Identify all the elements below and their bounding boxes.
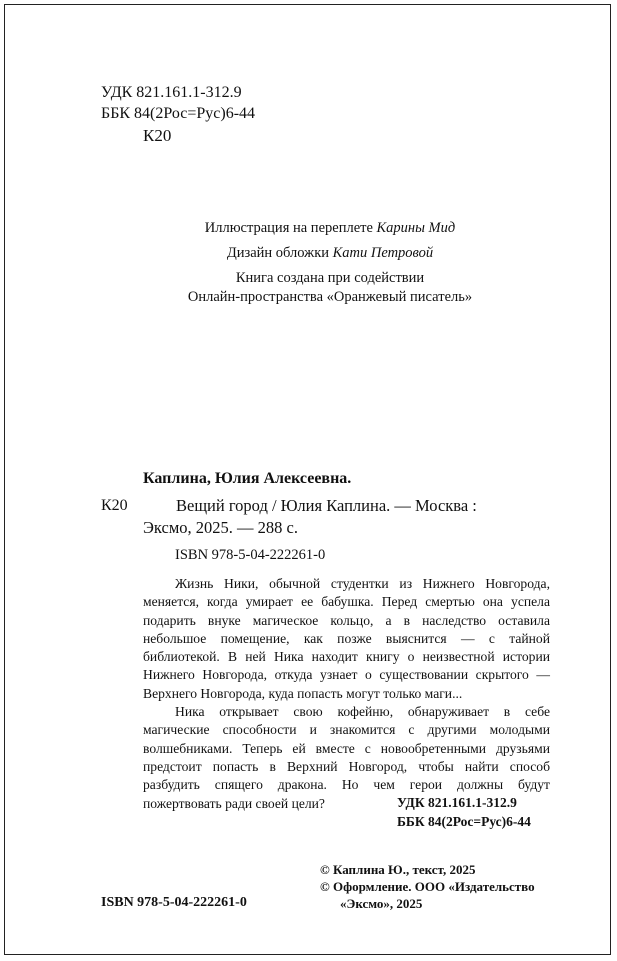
record-footer-udk: УДК 821.161.1-312.9 — [397, 795, 517, 810]
record-author: Каплина, Юлия Алексеевна. — [143, 470, 352, 487]
author-mark: К20 — [143, 126, 172, 145]
isbn-bottom: ISBN 978-5-04-222261-0 — [101, 895, 247, 910]
udk-code: УДК 821.161.1-312.9 — [101, 84, 242, 101]
bbk-code: ББК 84(2Рос=Рус)6-44 — [101, 105, 256, 122]
support-line-2: Онлайн-пространства «Оранжевый писатель» — [187, 289, 473, 305]
record-title-line-2: Эксмо, 2025. — 288 с. — [143, 518, 298, 537]
illustrator-name: Карины Мид — [376, 220, 456, 236]
cover-design-label: Дизайн обложки — [226, 245, 333, 261]
abstract-paragraph-2: Ника открывает свою кофейню, обнаруживает в себе магические способности и знакомится с другими молодыми волшебниками. Теперь ей вместе с новообретенными друзьями предстоит попасть в Верхний Новгород, чтобы найти способ разбудить спящего дракона. Но чем герои должны будут пожертвовать ради своей цели? — [143, 704, 550, 811]
copyright-text: © Каплина Ю., текст, 2025 — [320, 862, 476, 877]
illustration-credit-label: Иллюстрация на переплете — [204, 220, 377, 236]
abstract — [143, 575, 550, 813]
copyright-design: © Оформление. ООО «Издательство — [320, 879, 535, 894]
record-author-mark: К20 — [101, 497, 128, 514]
abstract-paragraph-1: Жизнь Ники, обычной студентки из Нижнего Новгорода, меняется, когда умирает ее бабушка. Перед смертью она успела подарить внуке магическое кольцо, а в наследство оставила небольшое помещение, как позже выяснится — с тайной библиотекой. В ней Ника находит книгу о неизвестной истории Нижнего Новгорода, откуда узнает о существовании скрытого — Верхнего Новгорода, куда попасть могут только маги... — [143, 576, 550, 701]
record-title-line-1: Вещий город / Юлия Каплина. — Москва : — [176, 496, 477, 515]
record-isbn: ISBN 978-5-04-222261-0 — [175, 547, 326, 563]
cover-design-credit — [100, 245, 560, 262]
copyright-publisher: «Эксмо», 2025 — [340, 896, 423, 911]
record-footer-bbk: ББК 84(2Рос=Рус)6-44 — [397, 814, 531, 829]
illustration-credit — [100, 220, 560, 237]
support-line-1: Книга создана при содействии — [235, 270, 425, 286]
cover-designer-name: Кати Петровой — [332, 245, 434, 261]
